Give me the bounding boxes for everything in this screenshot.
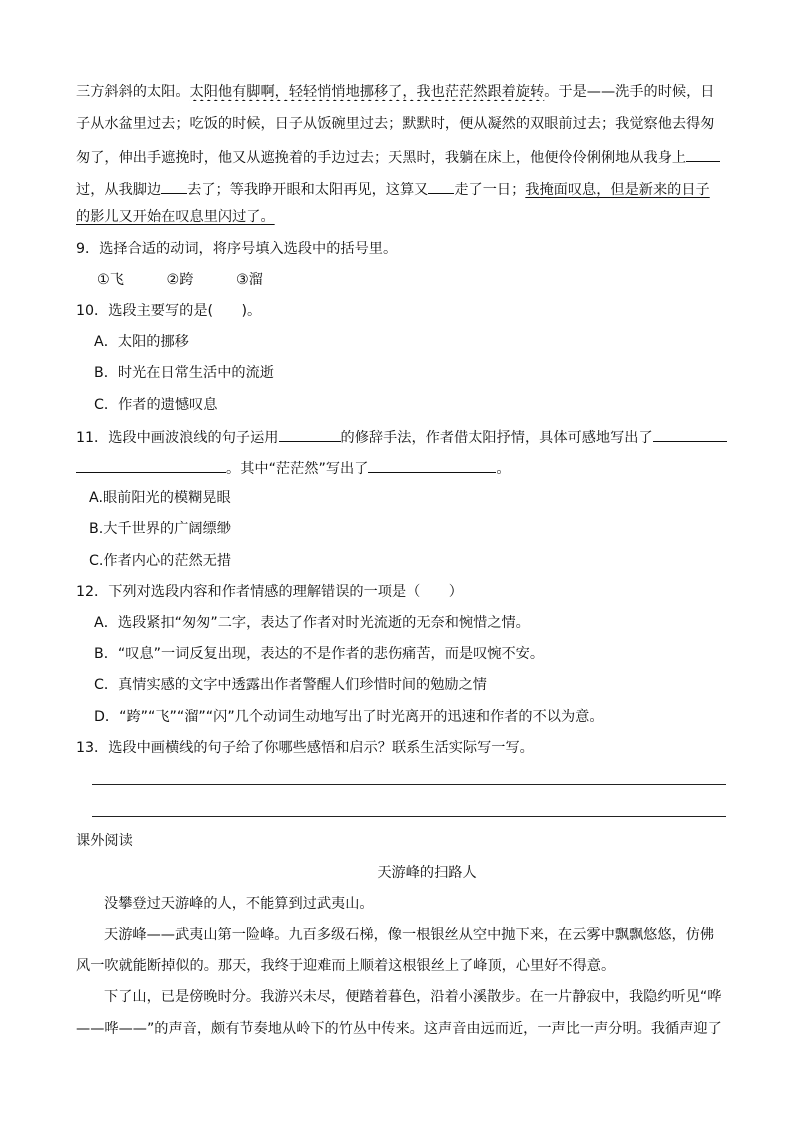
passage-line-4 <box>76 179 748 199</box>
article-paragraph-2: 天游峰——武夷山第一险峰。九百多级石梯，像一根银丝从空中抛下来，在云雾中飘飘悠悠，仿佛 <box>104 927 715 943</box>
article-title: 天游峰的扫路人 <box>377 865 477 881</box>
answer-blank[interactable] <box>368 458 496 473</box>
passage-line-1 <box>76 83 748 101</box>
question-12-option-a[interactable]: A．选段紧扣“匆匆”二字，表达了作者对时光流逝的无奈和惋惜之情。 <box>94 615 530 631</box>
question-11-option-a[interactable]: A.眼前阳光的模糊晃眼 <box>89 490 231 506</box>
answer-blank[interactable] <box>428 179 454 194</box>
article-paragraph-3: 下了山，已是傍晚时分。我游兴未尽，便踏着暮色，沿着小溪散步。在一片静寂中，我隐约听见“哗 <box>104 989 722 1005</box>
passage-text: 三方斜斜的太阳。 <box>76 84 190 100</box>
answer-blank[interactable] <box>653 427 727 442</box>
question-9-options: ①飞 ②跨 ③溜 <box>97 272 263 288</box>
question-text: 的修辞手法，作者借太阳抒情，具体可感地写出了 <box>340 430 653 446</box>
underlined-sentence: 我掩面叹息，但是新来的日子 <box>525 182 710 198</box>
answer-blank[interactable] <box>686 147 720 162</box>
passage-line-3 <box>76 147 748 167</box>
question-text: 11．选段中画波浪线的句子运用 <box>76 430 279 446</box>
passage-text: 去了；等我睁开眼和太阳再见，这算又 <box>187 182 429 198</box>
answer-blank[interactable] <box>279 427 341 442</box>
question-text: 。其中“茫茫然”写出了 <box>226 461 369 477</box>
article-paragraph-2-cont: 风一吹就能断掉似的。那天，我终于迎难而上顺着这根银丝上了峰顶，心里好不得意。 <box>76 958 616 974</box>
passage-text: 过，从我脚边 <box>76 182 162 198</box>
passage-text: 。 <box>260 209 275 225</box>
question-10-option-a[interactable]: A．太阳的挪移 <box>94 334 189 350</box>
answer-line[interactable] <box>92 784 726 785</box>
wavy-sentence: 太阳他有脚啊，轻轻悄悄地挪移了，我也茫茫然跟着旋转 <box>189 84 545 100</box>
section-heading: 课外阅读 <box>76 833 133 849</box>
question-text: 。 <box>496 461 511 477</box>
passage-text: 匆了，伸出手遮挽时，他又从遮挽着的手边过去；天黑时，我躺在床上，他便伶伶俐俐地从我身上 <box>76 150 687 166</box>
question-9-stem: 9．选择合适的动词，将序号填入选段中的括号里。 <box>76 241 398 257</box>
passage-text: 。于是——洗手的时候，日 <box>544 84 715 100</box>
question-12-option-c[interactable]: C．真情实感的文字中透露出作者警醒人们珍惜时间的勉励之情 <box>94 677 487 693</box>
question-10-option-c[interactable]: C．作者的遗憾叹息 <box>94 397 218 413</box>
question-11-option-b[interactable]: B.大千世界的广阔缥缈 <box>89 521 231 537</box>
answer-line[interactable] <box>92 816 726 817</box>
question-10-option-b[interactable]: B．时光在日常生活中的流逝 <box>94 365 274 381</box>
question-11-option-c[interactable]: C.作者内心的茫然无措 <box>89 553 232 569</box>
article-paragraph-1: 没攀登过天游峰的人，不能算到过武夷山。 <box>104 896 374 912</box>
underlined-sentence: 的影儿又开始在叹息里闪过了 <box>76 209 261 225</box>
answer-blank[interactable] <box>161 179 187 194</box>
passage-line-2: 子从水盆里过去；吃饭的时候，日子从饭碗里过去；默默时，便从凝然的双眼前过去；我觉察他去得匆 <box>76 116 715 132</box>
passage-text: 走了一日； <box>454 182 526 198</box>
question-11-stem <box>76 427 748 447</box>
question-12-stem: 12．下列对选段内容和作者情感的理解错误的一项是（ ） <box>76 584 463 600</box>
answer-blank[interactable] <box>76 458 226 473</box>
question-12-option-d[interactable]: D．“跨”“飞”“溜”“闪”几个动词生动地写出了时光离开的迅速和作者的不以为意。 <box>94 709 604 725</box>
question-13-stem: 13．选段中画横线的句子给了你哪些感悟和启示？联系生活实际写一写。 <box>76 740 534 756</box>
question-11-stem-2 <box>76 458 748 478</box>
article-paragraph-3-cont: ——哗——”的声音，颇有节奏地从岭下的竹丛中传来。这声音由远而近，一声比一声分明。我循声迎了 <box>76 1021 722 1037</box>
passage-line-5 <box>76 208 748 226</box>
question-10-stem: 10．选段主要写的是( )。 <box>76 303 262 319</box>
question-12-option-b[interactable]: B．“叹息”一词反复出现，表达的不是作者的悲伤痛苦，而是叹惋不安。 <box>94 646 545 662</box>
